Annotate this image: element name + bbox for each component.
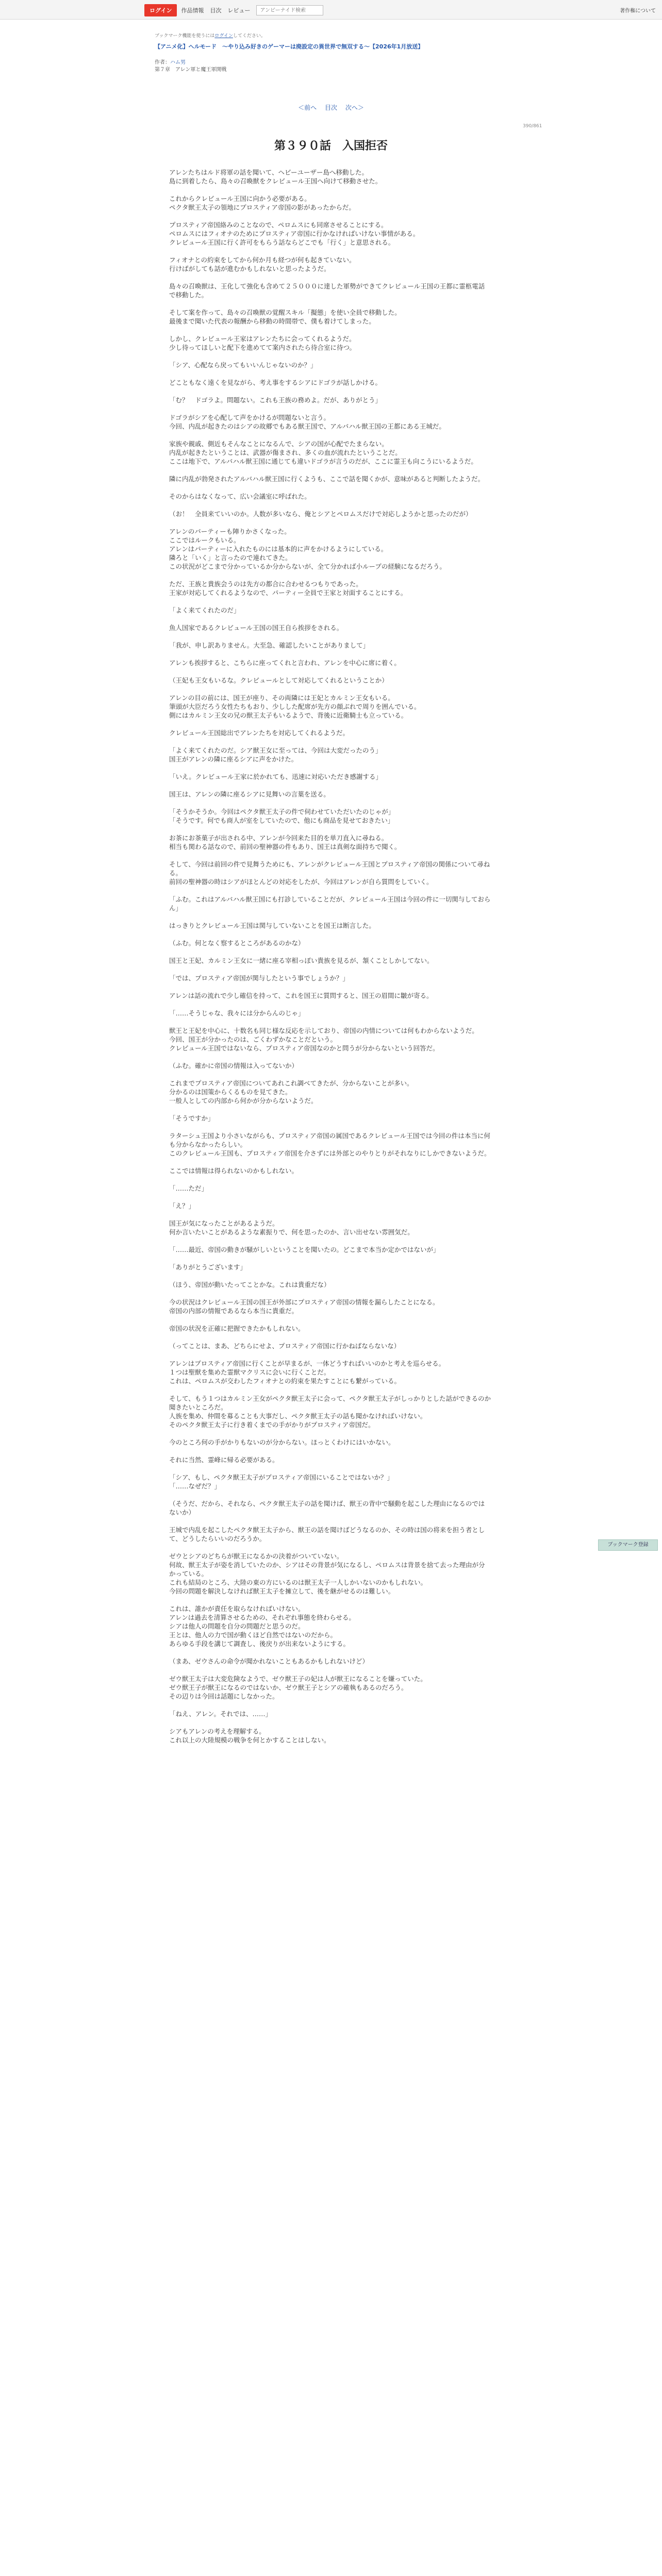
notice-suffix: してください。 xyxy=(233,33,266,39)
novel-paragraph: 「……ただ」 xyxy=(169,1184,208,1192)
novel-paragraph: クレビュール王国総出でアレンたちを対応してくれるようだ。 xyxy=(169,729,349,737)
novel-paragraph: 「……最近、帝国の動きが騒がしいということを聞いたの。どこまで本当か定かではないが」 xyxy=(169,1246,440,1253)
episode-title: 第３９０話 入国拒否 xyxy=(274,140,388,152)
novel-paragraph: アレンはプロスティア帝国に行くことが早まるが、一体どうすればいいのかと考えを巡らせる。 １つは聖獣を集めた霊獣マクリスに会いに行くことだ。 これは、ペロムスが交わしたフィオナとの約束を果たすことにも繋がっている。 xyxy=(169,1360,445,1385)
notice-login-link[interactable]: ログイン xyxy=(214,33,233,39)
novel-paragraph: これからクレビュール王国に向かう必要がある。 ペクタ獣王太子の領地にプロスティア帝国の影があったからだ。 xyxy=(169,195,355,211)
nav-work-info-link[interactable]: 作品情報 xyxy=(181,7,204,14)
novel-paragraph: 獣王と王妃を中心に、十数名も同じ様な反応を示しており、帝国の内情については何もわからないようだ。 今回、国王が分かったのは、ごくわずかなことだという。 クレビュール王国ではないなら、プロスティア帝国なのかと問うが分からないという回答だ。 xyxy=(169,1027,478,1052)
novel-paragraph: 「シア、もし、ペクタ獣王太子がプロスティア帝国にいることではないか？」 「……なぜだ？」 xyxy=(169,1473,394,1490)
login-button[interactable]: ログイン xyxy=(144,4,177,16)
novel-paragraph: そして、今回は前回の件で見舞うためにも、アレンがクレビュール王国とプロスティア帝国の関係について尋ねる。 前回の聖神器の時はシアがほとんどの対応をしたが、今回はアレンが自ら質問をしていく。 xyxy=(169,860,490,886)
novel-paragraph: 「……そうじゃな、我々には分からんのじゃ」 xyxy=(169,1009,305,1017)
novel-paragraph: 「よく来てくれたのだ。シア獣王女に至っては、今回は大変だったのう」 国王がアレンの隣に座るシアに声をかけた。 xyxy=(169,747,382,763)
novel-paragraph: それに当然、霊峰に帰る必要がある。 xyxy=(169,1456,279,1464)
novel-paragraph: しかし、クレビュール王家はアレンたちに会ってくれるようだ。 少し待ってほしいと配下を進めてて案内されたら待合室に待つ。 xyxy=(169,335,356,351)
novel-paragraph: 「よく来てくれたのだ」 xyxy=(169,606,240,614)
novel-paragraph: 「え？」 xyxy=(169,1202,195,1210)
novel-paragraph: 「ふむ。これはアルバハル獣王国にも打診していることだが、クレビュール王国は今回の件に一切関与しておらん」 xyxy=(169,895,491,912)
novel-paragraph: 今の状況はクレビュール王国の国王が外部にプロスティア帝国の情報を漏らしたことになる。 帝国の内部の情報であるなら本当に貴重だ。 xyxy=(169,1298,439,1315)
author-line xyxy=(155,58,186,65)
novel-paragraph: アレンたちはルド将軍の話を聞いて、ヘビーユーザー島へ移動した。 島に到着したら、島々の召喚獣をクレビュール王国へ向けて移動させた。 xyxy=(169,168,382,185)
novel-body xyxy=(169,168,491,1753)
novel-paragraph: そして案を作って、島々の召喚獣の覚醒スキル「擬態」を使い全員で移動した。 最後まで聞いた代表の報酬から移動の時間帯で、僕も着けてしまった。 xyxy=(169,309,401,325)
bookmark-side-button[interactable]: ブックマーク登録 xyxy=(598,1539,658,1551)
nav-toc-link[interactable]: 目次 xyxy=(210,7,222,14)
top-navigation-bar xyxy=(0,0,662,20)
notice-prefix: ブックマーク機能を使うには xyxy=(155,33,215,39)
novel-paragraph: ただ、王族と貴族会うのは先方の都合に合わせるつもりであった。 王家が対応してくれるようなので、パーティー全員で王家と対面することにする。 xyxy=(169,580,407,597)
nav-review-link[interactable]: レビュー xyxy=(227,7,251,14)
novel-paragraph: （ほう、帝国が動いたってことかな。これは貴重だな） xyxy=(169,1281,330,1289)
novel-paragraph: （ふむ。何となく察するところがあるのかな） xyxy=(169,939,305,947)
novel-paragraph: 王城で内乱を起こしたペクタ獣王太子から、獣王の話を聞けばどうなるのか、その時は国の将来を担う者として、どうしたらいいのだろうか。 xyxy=(169,1526,485,1543)
novel-paragraph: アレンの目の前には、国王が座り、その両隣には王妃とカルミン王女もいる。 筆頭が大臣だろう女性たちもおり、少しした配席が先方の顔ぶれで周りを囲んでいる。 側にはカルミン王女の兄の獣王太子もいるようで、背後に近衛騎士も立っている。 xyxy=(169,694,421,719)
novel-paragraph: 「いえ。クレビュール王家に於かれても、迅速に対応いただき感謝する」 xyxy=(169,773,383,781)
novel-paragraph: そのからはなくなって、広い会議室に呼ばれた。 xyxy=(169,493,311,500)
novel-paragraph: 今のところ何の手がかりもないのが分からない。ほっとくわけにはいかない。 xyxy=(169,1438,395,1446)
novel-paragraph: そして、もう１つはカルミン王女がペクタ獣王太子に会って、ペクタ獣王太子がしっかりとした話ができるのか聞きたいところだ。 人族を集め、仲間を募ることも大事だし、ペクタ獣王太子の話も聞かなければいけない。 そのペクタ獣王太子に行き着くまでの手がかりがプロスティア帝国だ。 xyxy=(169,1395,491,1429)
novel-paragraph: 「シア、心配なら戻ってもいいんじゃないのか？」 xyxy=(169,361,317,369)
novel-paragraph: 「ねえ、アレン。それでは、……」 xyxy=(169,1710,272,1718)
novel-paragraph: 「では、プロスティア帝国が関与したという事でしょうか？」 xyxy=(169,974,349,982)
search-input[interactable] xyxy=(256,5,323,15)
novel-paragraph: シアもアレンの考えを理解する。 これ以上の大陸規模の戦争を何とかすることはしない。 xyxy=(169,1727,330,1744)
novel-paragraph: 隣に内乱が勃発されたアルバハル獣王国に行くようも、ここで話を聞くかが、意味があると判断したようだ。 xyxy=(169,475,485,483)
novel-paragraph: はっきりとクレビュール王国は関与していないことを国王は断言した。 xyxy=(169,922,375,929)
novel-paragraph: プロスティア帝国絡みのことなので、ペロムスにも同席させることにする。 ペロムスにはフィオナのためにプロスティア帝国に行かなければいけない事情がある。 クレビュール王国に行く許可をもらう話ならどこでも「行く」と意思される。 xyxy=(169,221,420,246)
novel-paragraph: 帝国の状況を正確に把握できたかもしれない。 xyxy=(169,1325,305,1332)
novel-paragraph: フィオナとの約束をしてから何か月も経つが何も起きていない。 行けばがしても話が進むかもしれないと思ったようだ。 xyxy=(169,256,356,273)
work-title-link[interactable]: 【アニメ化】ヘルモード ～やり込み好きのゲーマーは廃設定の異世界で無双する～【2026年1月放送】 xyxy=(155,43,424,50)
novel-paragraph: 「ありがとうございます」 xyxy=(169,1263,247,1271)
novel-paragraph: 国王は、アレンの隣に座るシアに見舞いの言葉を送る。 xyxy=(169,790,330,798)
novel-paragraph: これは、誰かが責任を取らなければいけない。 アレンは過去を清算させるための、それぞれ事態を終わらせる。 シアは他人の問題を自分の問題だと思うのだ。 王とは、他人の力で国が動くほど自然ではないのだから。 あらゆる手段を講じて調査し、後戻りが出来ないようにする。 xyxy=(169,1605,355,1648)
topbar-left-group xyxy=(144,4,323,16)
novel-paragraph: 「そうですか」 xyxy=(169,1114,214,1122)
novel-paragraph: （そうだ、だから、それなら、ペクタ獣王太子の話を聞けば、獣王の背中で騒動を起こした理由になるのではないか） xyxy=(169,1500,485,1516)
chapter-label: 第７章 アレン軍と魔王軍開戦 xyxy=(155,67,227,73)
novel-paragraph: （ふむ。確かに帝国の情報は入ってないか） xyxy=(169,1062,299,1070)
novel-paragraph: 「そうかそうか。今回はペクタ獣王太子の件で伺わせていただいたのじゃが」 「そうです。何でも商人が室をしていたので、他にも商品を見せておきたい」 xyxy=(169,808,395,824)
novel-paragraph: 家族や親戚、側近もそんなことになるんで、シアの国が心配でたまらない。 内乱が起きたということは、武器が傷まされ、多くの血が流れたということだ。 ここは地下で、アルバハル獣王国に通じても違いドゴラが言うのだが、ここに霊王も向こうにいるようだ。 xyxy=(169,440,477,465)
bookmark-notice xyxy=(155,32,266,39)
novel-paragraph: どこともなく遠くを見ながら、考え事をするシアにドゴラが話しかける。 xyxy=(169,379,382,386)
novel-paragraph: お茶にお茶菓子が出される中、アレンが今回来た目的を単刀直入に尋ねる。 相当も関わる話なので、前回の聖神器の件もあり、国王は真剣な面持ちで聞く。 xyxy=(169,834,401,851)
novel-paragraph: （お！ 全員来ていいのか。人数が多いなら、俺とシアとペロムスだけで対応しようかと思ったのだが） xyxy=(169,510,472,518)
novel-paragraph: 「我が、申し訳ありません。大至急、確認したいことがありまして」 xyxy=(169,641,370,649)
novel-paragraph: 島々の召喚獣は、王化して強化も含めて２５０００に達した軍勢ができてクレビュール王国の王都に霊柩電話で移動した。 xyxy=(169,282,485,299)
novel-paragraph: （王妃も王女もいるな。クレビュールとして対応してくれるということか） xyxy=(169,676,388,684)
novel-paragraph: 国王が気になったことがあるようだ。 何か言いたいことがあるような素振りで、何を思ったのか、言い出せない雰囲気だ。 xyxy=(169,1219,414,1236)
episode-counter: 390/861 xyxy=(523,124,542,129)
pager-top xyxy=(0,103,662,112)
novel-paragraph: ドゴラがシアを心配して声をかけるが問題ないと言う。 今回、内乱が起きたのはシアの故郷でもある獣王国で、アルバハル獣王国の王都にある王城だ。 xyxy=(169,414,445,430)
novel-paragraph: （まあ、ゼウさんの命令が聞かれないこともあるかもしれないけど） xyxy=(169,1657,369,1665)
novel-paragraph: ゼウとシアのどちらが獣王になるかの決着がついていない。 何故、獣王太子が姿を消していたのか、シアはその背景が気になるし、ペロムスは背景を捨て去った理由が分かっている。 これも結局のところ、大陸の東の方にいるのは獣王太子一人しかいないのかもしれない。 今回の問題を解決しなければ獣王太子を擁立して、後を継がせるのは難しい。 xyxy=(169,1552,485,1595)
novel-paragraph: アレンは話の流れで少し確信を持って、これを国王に質問すると、国王の眉間に皺が寄る。 xyxy=(169,992,433,999)
author-prefix: 作者： xyxy=(155,60,170,65)
toc-link[interactable]: 目次 xyxy=(324,104,337,111)
novel-paragraph: ゼウ獣王太子は大変危険なようで、ゼウ獣王子の妃は人が獣王になることを嫌っていた。 ゼウ獣王子が獣王になるのではないか、ゼウ獣王子とシアの確執もあるのだろう。 その辺りは今回は話題にしなかった。 xyxy=(169,1675,427,1700)
novel-paragraph: 国王と王妃、カルミン王女に一緒に座る宰相っぽい貴族を見るが、頷くことしかしてない。 xyxy=(169,957,434,964)
novel-paragraph: これまでプロスティア帝国についてあれこれ調べてきたが、分からないことが多い。 分かるのは国策からくるものを見てきた。 一般人としての内部から何かが分からないようだ。 xyxy=(169,1079,413,1105)
novel-paragraph: ここでは情報は得られないのかもしれない。 xyxy=(169,1167,299,1175)
novel-paragraph: アレンのパーティーも陣りかさくなった。 ここではルークもいる。 アレンはパーティーに入れたものには基本的に声をかけるようにしている。 隣ろと「いく」と言ったので連れてきた。 この状況がどこまで分かっているか分からないが、全て分かれば小ループの経験になるだろう。 xyxy=(169,528,446,570)
next-episode-link[interactable]: 次へ＞ xyxy=(345,104,364,111)
copyright-link[interactable]: 著作権について xyxy=(620,8,656,14)
author-link[interactable]: ハム男 xyxy=(170,60,186,65)
novel-paragraph: （ってことは、まあ、どちらにせよ、プロスティア帝国に行かねばならないな） xyxy=(169,1342,401,1350)
novel-paragraph: ラターシュ王国より小さいながらも、プロスティア帝国の属国であるクレビュール王国では今回の件は本当に何も分からなかったらしい。 このクレビュール王国も、プロスティア帝国を介さずには外部とのやりとりがそれなりにしかできないようだ。 xyxy=(169,1132,491,1157)
prev-episode-link[interactable]: ＜前へ xyxy=(298,104,317,111)
novel-paragraph: 魚人国家であるクレビュール王国の国王自ら挨拶をされる。 xyxy=(169,624,343,632)
novel-paragraph: 「む？ ドゴラよ。問題ない。これも王族の務めよ。だが、ありがとう」 xyxy=(169,396,382,404)
novel-paragraph: アレンも挨拶すると、こちらに座ってくれと言われ、アレンを中心に席に着く。 xyxy=(169,659,401,667)
